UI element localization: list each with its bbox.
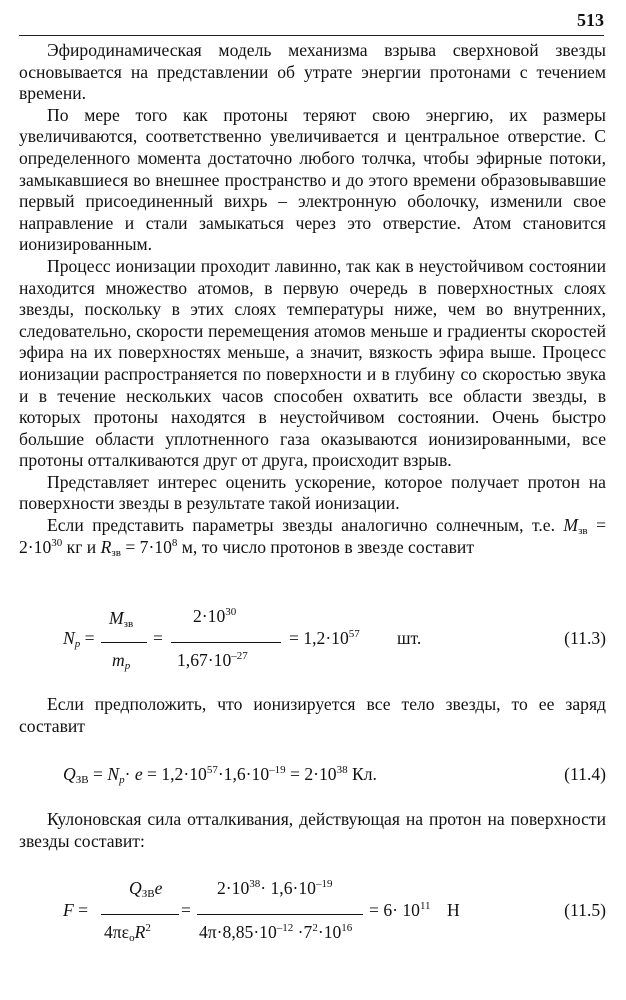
eq-result: = $1,2\cdot 10^{57}$ bbox=[289, 628, 360, 648]
fraction1-numerator: $M_{зв}$ bbox=[109, 608, 134, 630]
eq-unit: шт. bbox=[397, 628, 422, 648]
body-text bbox=[19, 40, 606, 558]
eq-result: = $6\cdot 10^{11}$ bbox=[369, 900, 431, 920]
equation-11-5 bbox=[19, 872, 606, 952]
page-number: 513 bbox=[577, 10, 604, 30]
eq-lhs: F = bbox=[63, 900, 89, 920]
paragraph: Если предположить, что ионизируется все тело звезды, то ее заряд составит bbox=[19, 694, 606, 736]
paragraph-force bbox=[19, 809, 606, 852]
eq-equals: = bbox=[181, 900, 191, 920]
fraction1-bar bbox=[101, 914, 179, 915]
equation-number: (11.4) bbox=[564, 764, 606, 784]
fraction2-denominator: $1,67\cdot 10^{-27}$ bbox=[177, 650, 248, 670]
fraction1-numerator: $Q_{ЗВ}e$ bbox=[129, 878, 163, 900]
header-rule bbox=[19, 35, 604, 36]
equation-11-3 bbox=[19, 600, 606, 680]
fraction2-numerator: $2\cdot 10^{30}$ bbox=[193, 606, 237, 626]
paragraph: Представляет интерес оценить ускорение, которое получает протон на поверхности звезды в результате такой ионизации. bbox=[19, 471, 606, 514]
fraction1-denominator: $4\pi\varepsilon_оR^2$ bbox=[104, 922, 151, 944]
fraction2-bar bbox=[171, 642, 281, 643]
eq-equals: = bbox=[153, 628, 163, 648]
fraction1-bar bbox=[101, 642, 147, 643]
fraction2-bar bbox=[197, 914, 363, 915]
paragraph-star-parameters: Если представить параметры звезды аналогично солнечным, т.е. $M_{зв} = 2\cdot 10^{30}$ кг и $R_{зв} = 7\cdot 10^8$ м, то число протонов в звезде составит bbox=[19, 515, 606, 559]
equation-11-4 bbox=[19, 764, 606, 788]
eq-body: $Q_{ЗВ} = N_p\cdot e = 1,2\cdot 10^{57}\cdot 1,6\cdot 10^{-19} = 2\cdot 10^{38}$ Кл. bbox=[63, 764, 377, 786]
equation-number: (11.3) bbox=[564, 628, 606, 648]
paragraph-charge bbox=[19, 694, 606, 737]
eq-lhs: $N_p$ = bbox=[63, 628, 95, 650]
eq-unit: Н bbox=[447, 900, 460, 920]
fraction1-denominator: $m_p$ bbox=[112, 650, 131, 672]
fraction2-denominator: $4\pi\cdot 8,85\cdot 10^{-12} \cdot 7^2\cdot 10^{16}$ bbox=[199, 922, 353, 942]
equation-number: (11.5) bbox=[564, 900, 606, 920]
paragraph: Эфиродинамическая модель механизма взрыва сверхновой звезды основывается на представлении об утрате энергии протонами с течением времени. bbox=[19, 40, 606, 104]
fraction2-numerator: $2\cdot 10^{38}\cdot 1,6\cdot 10^{-19}$ bbox=[217, 878, 333, 898]
paragraph: По мере того как протоны теряют свою энергию, их размеры увеличиваются, соответственно увеличивается и центральное отверстие. С определенного момента достаточно любого толчка, чтобы эфирные потоки, замыкавшиеся во внешнее пространство и до этого времени образовывавшие первый присоединенный вихрь – электронную оболочку, изменили свое направление и стали замыкаться через это отверстие. Атом становится ионизированным. bbox=[19, 104, 606, 255]
paragraph: Процесс ионизации проходит лавинно, так как в неустойчивом состоянии находится множество атомов, в первую очередь в поверхностных слоях звезды, поскольку в этих слоях температуры ниже, чем во внутренних, следовательно, скорости перемещения атомов меньше и градиенты скоростей эфира на их поверхностях меньше, а значит, вязкость эфира выше. Процесс ионизации распространяется по поверхности и в глубину со скоростью звука и в течение нескольких часов способен охватить все области звезды, в которых протоны находятся в неустойчивом состоянии. Очень быстро большие области уплотненного газа оказываются ионизированными, все протоны отталкиваются друг от друга, происходит взрыв. bbox=[19, 255, 606, 471]
paragraph: Кулоновская сила отталкивания, действующая на протон на поверхности звезды составит: bbox=[19, 809, 606, 851]
